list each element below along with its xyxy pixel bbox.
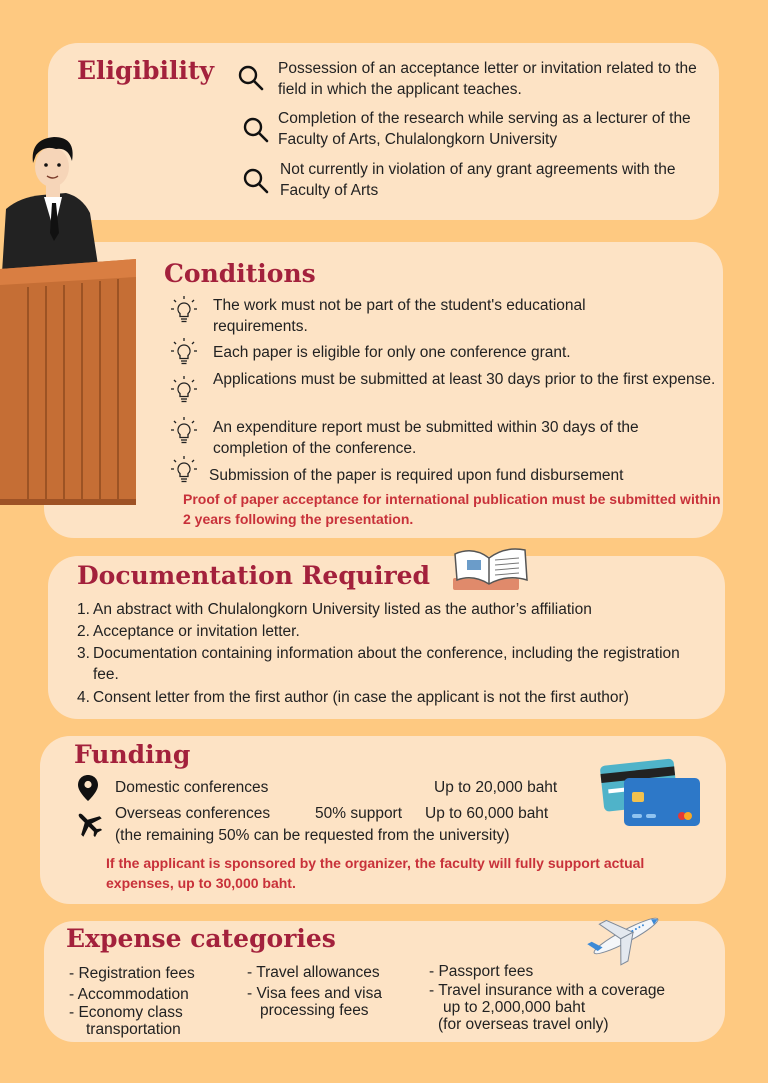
lightbulb-icon	[169, 454, 199, 486]
magnifier-icon	[237, 64, 265, 92]
credit-cards-illustration	[600, 756, 702, 828]
expense-col2-item-2: - Visa fees and visa	[247, 985, 382, 1002]
funding-overseas-amount: Up to 60,000 baht	[425, 805, 549, 822]
books-illustration	[447, 538, 533, 602]
airliner-illustration	[586, 905, 666, 967]
expense-col2-item-1: - Travel allowances	[247, 964, 380, 981]
eligibility-heading: Eligibility	[77, 56, 215, 85]
lightbulb-icon	[169, 415, 199, 447]
funding-note: If the applicant is sponsored by the organizer, the faculty will fully support actual expenses, up to 30,000 baht.	[106, 855, 645, 891]
expense-col3-item-1: - Passport fees	[429, 963, 534, 980]
funding-overseas-label: Overseas conferences	[115, 805, 271, 822]
funding-overseas-support: 50% support	[315, 805, 403, 822]
condition-item-5: Submission of the paper is required upon fund disbursement	[209, 467, 624, 484]
expenses-heading: Expense categories	[66, 924, 336, 953]
lightbulb-icon	[169, 374, 199, 406]
expense-col2-item-2-cont: processing fees	[260, 1002, 369, 1019]
magnifier-icon	[242, 116, 270, 144]
location-pin-icon	[77, 774, 99, 802]
documentation-heading: Documentation Required	[77, 561, 431, 590]
expense-col1-item-2: - Accommodation	[69, 986, 189, 1003]
funding-domestic-amount: Up to 20,000 baht	[434, 779, 558, 796]
funding-domestic-label: Domestic conferences	[115, 779, 269, 796]
condition-item-4: An expenditure report must be submitted within 30 days of the completion of the conference.	[213, 419, 639, 457]
funding-heading: Funding	[74, 740, 191, 769]
doc-item-2: 2. Acceptance or invitation letter.	[77, 623, 300, 640]
lightbulb-icon	[169, 294, 199, 326]
eligibility-item-2: Completion of the research while serving as a lecturer of the Faculty of Arts, Chulalongkorn University	[278, 110, 691, 148]
condition-item-3: Applications must be submitted at least 30 days prior to the first expense.	[213, 371, 716, 388]
eligibility-item-3: Not currently in violation of any grant agreements with the Faculty of Arts	[280, 161, 676, 199]
expense-col3-item-2-cont: up to 2,000,000 baht	[443, 999, 586, 1016]
doc-item-1: 1. An abstract with Chulalongkorn University listed as the author’s affiliation	[77, 601, 592, 618]
eligibility-item-1: Possession of an acceptance letter or invitation related to the field in which the applicant teaches.	[278, 60, 697, 98]
expense-col1-item-3-cont: transportation	[86, 1021, 181, 1038]
condition-item-2: Each paper is eligible for only one conference grant.	[213, 344, 571, 361]
magnifier-icon	[242, 167, 270, 195]
lightbulb-icon	[169, 336, 199, 368]
condition-item-1: The work must not be part of the student's educational requirements.	[213, 297, 586, 335]
conditions-heading: Conditions	[164, 259, 316, 288]
doc-item-4: 4. Consent letter from the first author (in case the applicant is not the first author)	[77, 689, 629, 706]
conditions-note: Proof of paper acceptance for international publication must be submitted within 2 years following the presentation.	[183, 491, 721, 527]
funding-overseas-note: (the remaining 50% can be requested from the university)	[115, 827, 510, 844]
expense-col3-item-2: - Travel insurance with a coverage	[429, 982, 666, 999]
doc-item-3: 3. Documentation containing information about the conference, including the registration fee.	[77, 645, 680, 683]
expense-col1-item-1: - Registration fees	[69, 965, 195, 982]
expense-col3-item-3: (for overseas travel only)	[438, 1016, 609, 1033]
expense-col1-item-3: - Economy class	[69, 1004, 183, 1021]
airplane-icon	[73, 808, 105, 840]
speaker-at-podium-illustration	[0, 133, 140, 508]
